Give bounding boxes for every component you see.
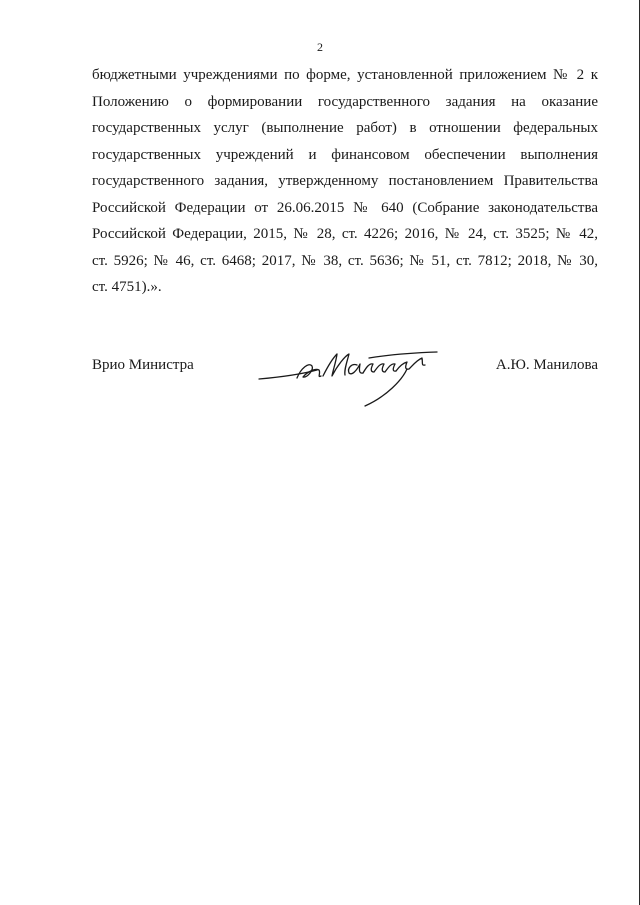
signer-position: Врио Министра — [92, 357, 194, 373]
body-line: бюджетными учреждениями по форме, установленной приложением № 2 к — [92, 67, 598, 83]
body-line: Положению о формировании государственного задания на оказание — [92, 93, 598, 110]
body-line: ст. 4751).». — [92, 279, 162, 295]
page-number: 2 — [317, 40, 323, 54]
body-line: государственного задания, утвержденному постановлением Правительства — [92, 173, 598, 189]
body-line: ст. 5926; № 46, ст. 6468; 2017, № 38, ст. 5636; № 51, ст. 7812; 2018, № 30, — [92, 252, 598, 269]
body-text — [92, 62, 598, 301]
body-line: Российской Федерации, 2015, № 28, ст. 4226; 2016, № 24, ст. 3525; № 42, — [92, 226, 598, 242]
body-line: государственных учреждений и финансовом обеспечении выполнения — [92, 146, 598, 163]
body-line: Российской Федерации от 26.06.2015 № 640 (Собрание законодательства — [92, 199, 598, 216]
signer-name: А.Ю. Манилова — [495, 357, 598, 373]
body-line: государственных услуг (выполнение работ) в отношении федеральных — [92, 120, 598, 136]
signature-block — [92, 348, 598, 418]
handwritten-signature — [257, 348, 467, 410]
